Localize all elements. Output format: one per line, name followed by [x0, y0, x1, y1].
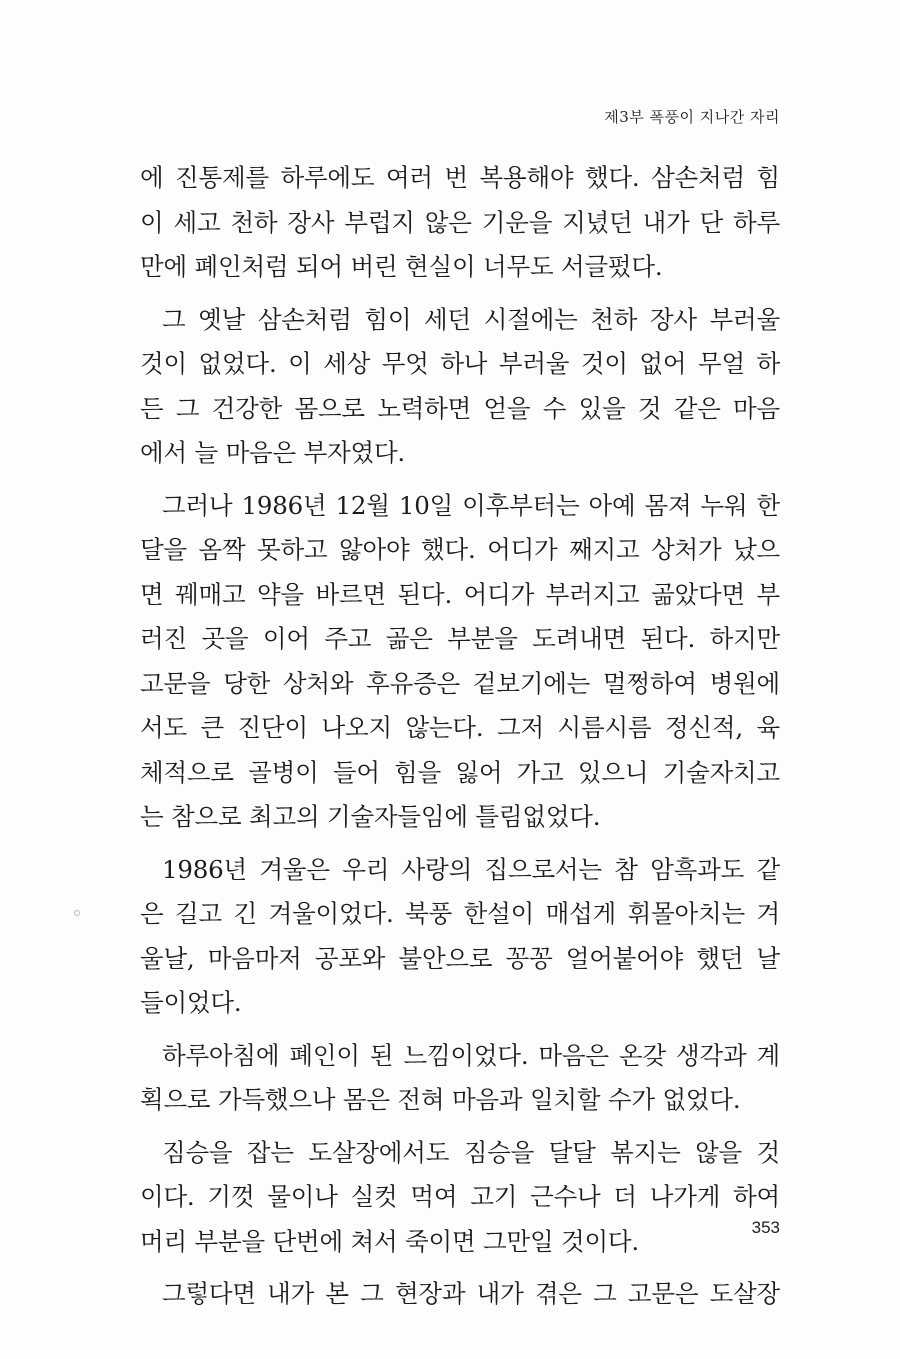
text-line: 머리 부분을 단번에 쳐서 죽이면 그만일 것이다.: [140, 1226, 639, 1256]
text-line: 달을 옴짝 못하고 앓아야 했다. 어디가 째지고 상처가 났으: [140, 535, 780, 564]
paragraph: [140, 1034, 780, 1123]
body-text: [140, 156, 780, 1325]
text-line: 에서 늘 마음은 부자였다.: [140, 438, 406, 467]
paragraph: [140, 1131, 780, 1265]
text-line: 울날, 마음마저 공포와 불안으로 꽁꽁 얼어붙어야 했던 날: [140, 943, 780, 973]
text-line: 는 참으로 최고의 기술자들임에 틀림없었다.: [140, 802, 601, 831]
text-line: 고문을 당한 상처와 후유증은 겉보기에는 멀쩡하여 병원에: [140, 668, 780, 698]
margin-dot: [74, 910, 80, 916]
text-line: 것이 없었다. 이 세상 무엇 하나 부러울 것이 없어 무얼 하: [140, 349, 780, 378]
text-line: 서도 큰 진단이 나오지 않는다. 그저 시름시름 정신적, 육: [140, 713, 780, 742]
paragraph: [140, 156, 780, 290]
text-line: 짐승을 잡는 도살장에서도 짐승을 달달 볶지는 않을 것: [162, 1137, 780, 1167]
text-line: 하루아침에 폐인이 된 느낌이었다. 마음은 온갖 생각과 계: [162, 1040, 780, 1070]
text-line: 은 길고 긴 겨울이었다. 북풍 한설이 매섭게 휘몰아치는 겨: [140, 899, 780, 928]
running-header: 제3부 폭풍이 지나간 자리: [604, 108, 780, 126]
text-line: 이다. 기껏 물이나 실컷 먹여 고기 근수나 더 나가게 하여: [140, 1182, 780, 1211]
paragraph: [140, 1272, 780, 1317]
paragraph: [140, 298, 780, 476]
text-line: 만에 폐인처럼 되어 버린 현실이 너무도 서글펐다.: [140, 252, 663, 281]
text-line: 들이었다.: [140, 988, 242, 1017]
text-line: 획으로 가득했으나 몸은 전혀 마음과 일치할 수가 없었다.: [140, 1085, 741, 1114]
text-line: 1986년 겨울은 우리 사랑의 집으로서는 참 암흑과도 같: [162, 854, 780, 884]
text-line: 그러나 1986년 12월 10일 이후부터는 아예 몸져 누워 한: [162, 490, 780, 520]
text-line: 체적으로 골병이 들어 힘을 잃어 가고 있으니 기술자치고: [140, 757, 780, 787]
page-number: 353: [751, 1218, 780, 1237]
text-line: 러진 곳을 이어 주고 곪은 부분을 도려내면 된다. 하지만: [140, 624, 780, 653]
text-line: 그렇다면 내가 본 그 현장과 내가 겪은 그 고문은 도살장: [162, 1279, 780, 1308]
text-line: 면 꿰매고 약을 바르면 된다. 어디가 부러지고 곪았다면 부: [140, 579, 780, 609]
text-line: 에 진통제를 하루에도 여러 번 복용해야 했다. 삼손처럼 힘: [140, 163, 780, 192]
paragraph: [140, 484, 780, 840]
text-line: 그 옛날 삼손처럼 힘이 세던 시절에는 천하 장사 부러울: [162, 304, 780, 334]
paragraph: [140, 848, 780, 1026]
text-line: 이 세고 천하 장사 부럽지 않은 기운을 지녔던 내가 단 하루: [140, 207, 780, 237]
text-line: 든 그 건강한 몸으로 노력하면 얻을 수 있을 것 같은 마음: [140, 393, 780, 423]
